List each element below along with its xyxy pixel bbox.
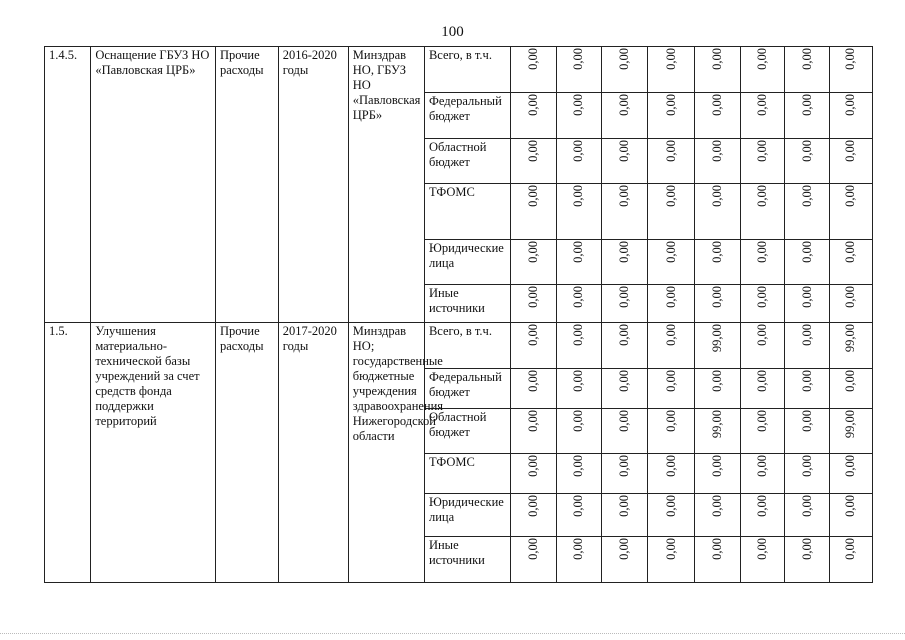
value-cell (556, 47, 601, 93)
value-cell (785, 454, 829, 494)
value-cell (785, 323, 829, 369)
value-text: 0,00 (663, 94, 678, 116)
value-cell (785, 537, 829, 583)
funding-source: ТФОМС (424, 184, 511, 240)
value-text: 0,00 (526, 94, 541, 116)
value-cell (694, 409, 740, 454)
value-text: 0,00 (526, 241, 541, 263)
value-text: 0,00 (617, 495, 632, 517)
value-text: 99,00 (709, 324, 724, 353)
value-cell (741, 323, 785, 369)
value-text: 0,00 (709, 241, 724, 263)
value-cell (694, 139, 740, 184)
value-text: 0,00 (571, 241, 586, 263)
value-text: 0,00 (799, 538, 814, 560)
value-text: 0,00 (709, 48, 724, 70)
value-cell (602, 184, 648, 240)
value-cell (602, 369, 648, 409)
value-text: 0,00 (571, 370, 586, 392)
value-text: 0,00 (571, 495, 586, 517)
value-cell (511, 409, 556, 454)
value-text: 0,00 (755, 48, 770, 70)
funding-source: Всего, в т.ч. (424, 323, 511, 369)
value-cell (741, 93, 785, 139)
value-cell (556, 537, 601, 583)
value-cell (556, 93, 601, 139)
value-cell (648, 139, 694, 184)
value-cell (556, 139, 601, 184)
value-text: 0,00 (709, 185, 724, 207)
value-cell (648, 240, 694, 285)
value-text: 0,00 (709, 538, 724, 560)
value-text: 0,00 (799, 495, 814, 517)
value-text: 0,00 (755, 286, 770, 308)
value-text: 0,00 (571, 286, 586, 308)
value-text: 0,00 (617, 48, 632, 70)
value-text: 0,00 (526, 538, 541, 560)
value-cell (648, 184, 694, 240)
expense-type: Прочие расходы (215, 323, 278, 583)
executor: Минздрав НО; государственные бюджетные учреждения здравоохранения Нижегородской области (348, 323, 424, 583)
executor: Минздрав НО, ГБУЗ НО «Павловская ЦРБ» (348, 47, 424, 323)
value-text: 0,00 (755, 538, 770, 560)
value-cell (829, 537, 872, 583)
value-cell (648, 409, 694, 454)
value-text: 0,00 (755, 455, 770, 477)
funding-source: Иные источники (424, 285, 511, 323)
value-text: 99,00 (843, 410, 858, 439)
value-text: 0,00 (663, 185, 678, 207)
value-cell (829, 184, 872, 240)
value-text: 0,00 (571, 410, 586, 432)
value-text: 0,00 (571, 324, 586, 346)
value-cell (511, 240, 556, 285)
funding-source: ТФОМС (424, 454, 511, 494)
value-cell (785, 369, 829, 409)
funding-source: Иные источники (424, 537, 511, 583)
value-text: 0,00 (526, 410, 541, 432)
value-text: 0,00 (526, 370, 541, 392)
value-text: 0,00 (799, 94, 814, 116)
value-cell (602, 454, 648, 494)
value-cell (785, 494, 829, 537)
value-text: 0,00 (843, 495, 858, 517)
value-text: 0,00 (663, 48, 678, 70)
funding-source: Юридические лица (424, 494, 511, 537)
value-text: 0,00 (843, 455, 858, 477)
value-text: 0,00 (755, 94, 770, 116)
item-name: Оснащение ГБУЗ НО «Павловская ЦРБ» (91, 47, 216, 323)
value-text: 0,00 (617, 140, 632, 162)
value-cell (741, 240, 785, 285)
value-cell (829, 240, 872, 285)
value-cell (648, 494, 694, 537)
value-text: 0,00 (571, 94, 586, 116)
value-cell (556, 409, 601, 454)
value-cell (829, 47, 872, 93)
value-text: 0,00 (843, 538, 858, 560)
value-text: 0,00 (799, 140, 814, 162)
value-text: 0,00 (755, 241, 770, 263)
value-cell (694, 454, 740, 494)
value-text: 0,00 (755, 495, 770, 517)
value-text: 0,00 (571, 538, 586, 560)
value-cell (785, 139, 829, 184)
value-text: 0,00 (663, 538, 678, 560)
value-text: 99,00 (843, 324, 858, 353)
scan-edge (0, 633, 905, 634)
value-text: 0,00 (571, 185, 586, 207)
value-cell (648, 323, 694, 369)
value-text: 0,00 (617, 286, 632, 308)
value-cell (602, 285, 648, 323)
value-text: 0,00 (709, 495, 724, 517)
value-text: 0,00 (617, 538, 632, 560)
value-cell (602, 494, 648, 537)
value-text: 0,00 (617, 455, 632, 477)
value-cell (648, 93, 694, 139)
value-cell (556, 285, 601, 323)
value-cell (829, 285, 872, 323)
value-text: 0,00 (709, 140, 724, 162)
value-cell (829, 323, 872, 369)
value-text: 0,00 (617, 370, 632, 392)
value-text: 0,00 (843, 94, 858, 116)
funding-source: Областной бюджет (424, 139, 511, 184)
value-cell (829, 369, 872, 409)
value-text: 0,00 (799, 185, 814, 207)
value-text: 0,00 (755, 185, 770, 207)
value-cell (741, 537, 785, 583)
value-text: 0,00 (843, 48, 858, 70)
value-text: 0,00 (571, 455, 586, 477)
value-cell (556, 184, 601, 240)
value-text: 0,00 (799, 324, 814, 346)
value-cell (694, 323, 740, 369)
value-cell (829, 139, 872, 184)
value-cell (829, 93, 872, 139)
value-cell (602, 47, 648, 93)
period: 2016-2020 годы (278, 47, 348, 323)
value-text: 0,00 (799, 370, 814, 392)
value-cell (556, 240, 601, 285)
value-text: 0,00 (617, 94, 632, 116)
value-cell (829, 409, 872, 454)
value-text: 0,00 (617, 324, 632, 346)
value-cell (694, 369, 740, 409)
table-row (45, 323, 873, 369)
expense-type: Прочие расходы (215, 47, 278, 323)
value-text: 0,00 (663, 241, 678, 263)
value-cell (829, 454, 872, 494)
value-text: 0,00 (526, 48, 541, 70)
funding-source: Федеральный бюджет (424, 369, 511, 409)
page-number: 100 (441, 24, 464, 40)
value-cell (741, 139, 785, 184)
value-text: 0,00 (755, 324, 770, 346)
value-text: 0,00 (755, 410, 770, 432)
value-cell (785, 93, 829, 139)
value-cell (741, 494, 785, 537)
value-cell (741, 369, 785, 409)
value-cell (648, 47, 694, 93)
funding-source: Областной бюджет (424, 409, 511, 454)
value-cell (648, 537, 694, 583)
value-cell (511, 184, 556, 240)
value-cell (785, 240, 829, 285)
value-cell (785, 285, 829, 323)
value-text: 0,00 (617, 185, 632, 207)
value-cell (648, 369, 694, 409)
value-text: 0,00 (663, 370, 678, 392)
value-cell (511, 139, 556, 184)
value-text: 0,00 (571, 48, 586, 70)
value-cell (511, 93, 556, 139)
value-cell (694, 537, 740, 583)
value-text: 0,00 (843, 185, 858, 207)
value-cell (694, 93, 740, 139)
value-cell (511, 494, 556, 537)
value-cell (741, 47, 785, 93)
value-cell (511, 323, 556, 369)
value-text: 99,00 (709, 410, 724, 439)
value-text: 0,00 (663, 495, 678, 517)
value-text: 0,00 (526, 286, 541, 308)
value-cell (785, 409, 829, 454)
funding-source: Федеральный бюджет (424, 93, 511, 139)
value-cell (694, 184, 740, 240)
value-text: 0,00 (663, 324, 678, 346)
value-cell (556, 494, 601, 537)
table-row (45, 47, 873, 93)
value-text: 0,00 (617, 241, 632, 263)
value-cell (741, 409, 785, 454)
value-text: 0,00 (799, 410, 814, 432)
value-text: 0,00 (526, 324, 541, 346)
value-text: 0,00 (799, 48, 814, 70)
value-cell (694, 494, 740, 537)
value-text: 0,00 (709, 94, 724, 116)
period: 2017-2020 годы (278, 323, 348, 583)
value-text: 0,00 (571, 140, 586, 162)
value-cell (602, 240, 648, 285)
value-cell (694, 240, 740, 285)
value-cell (741, 184, 785, 240)
value-text: 0,00 (663, 286, 678, 308)
value-cell (785, 184, 829, 240)
value-text: 0,00 (526, 495, 541, 517)
value-text: 0,00 (663, 455, 678, 477)
value-cell (648, 454, 694, 494)
item-number: 1.5. (45, 323, 91, 583)
value-cell (511, 47, 556, 93)
value-text: 0,00 (843, 241, 858, 263)
value-text: 0,00 (799, 241, 814, 263)
value-cell (602, 139, 648, 184)
value-text: 0,00 (617, 410, 632, 432)
value-text: 0,00 (843, 370, 858, 392)
value-cell (694, 47, 740, 93)
value-cell (511, 454, 556, 494)
value-text: 0,00 (799, 286, 814, 308)
value-text: 0,00 (663, 140, 678, 162)
value-cell (602, 323, 648, 369)
value-text: 0,00 (526, 455, 541, 477)
value-cell (602, 537, 648, 583)
value-cell (602, 93, 648, 139)
value-text: 0,00 (843, 140, 858, 162)
value-cell (511, 285, 556, 323)
value-text: 0,00 (709, 370, 724, 392)
value-cell (556, 454, 601, 494)
value-cell (829, 494, 872, 537)
value-text: 0,00 (799, 455, 814, 477)
value-cell (694, 285, 740, 323)
value-text: 0,00 (663, 410, 678, 432)
value-cell (511, 369, 556, 409)
value-text: 0,00 (843, 286, 858, 308)
value-text: 0,00 (709, 455, 724, 477)
value-cell (741, 285, 785, 323)
budget-table (44, 46, 873, 583)
item-name: Улучшения материально-технической базы учреждений за счет средств фонда поддержки территорий (91, 323, 216, 583)
value-cell (511, 537, 556, 583)
funding-source: Всего, в т.ч. (424, 47, 511, 93)
item-number: 1.4.5. (45, 47, 91, 323)
value-text: 0,00 (755, 140, 770, 162)
value-cell (648, 285, 694, 323)
value-text: 0,00 (755, 370, 770, 392)
funding-source: Юридические лица (424, 240, 511, 285)
value-cell (785, 47, 829, 93)
value-text: 0,00 (709, 286, 724, 308)
value-cell (556, 369, 601, 409)
value-cell (602, 409, 648, 454)
value-cell (556, 323, 601, 369)
value-text: 0,00 (526, 140, 541, 162)
value-text: 0,00 (526, 185, 541, 207)
value-cell (741, 454, 785, 494)
